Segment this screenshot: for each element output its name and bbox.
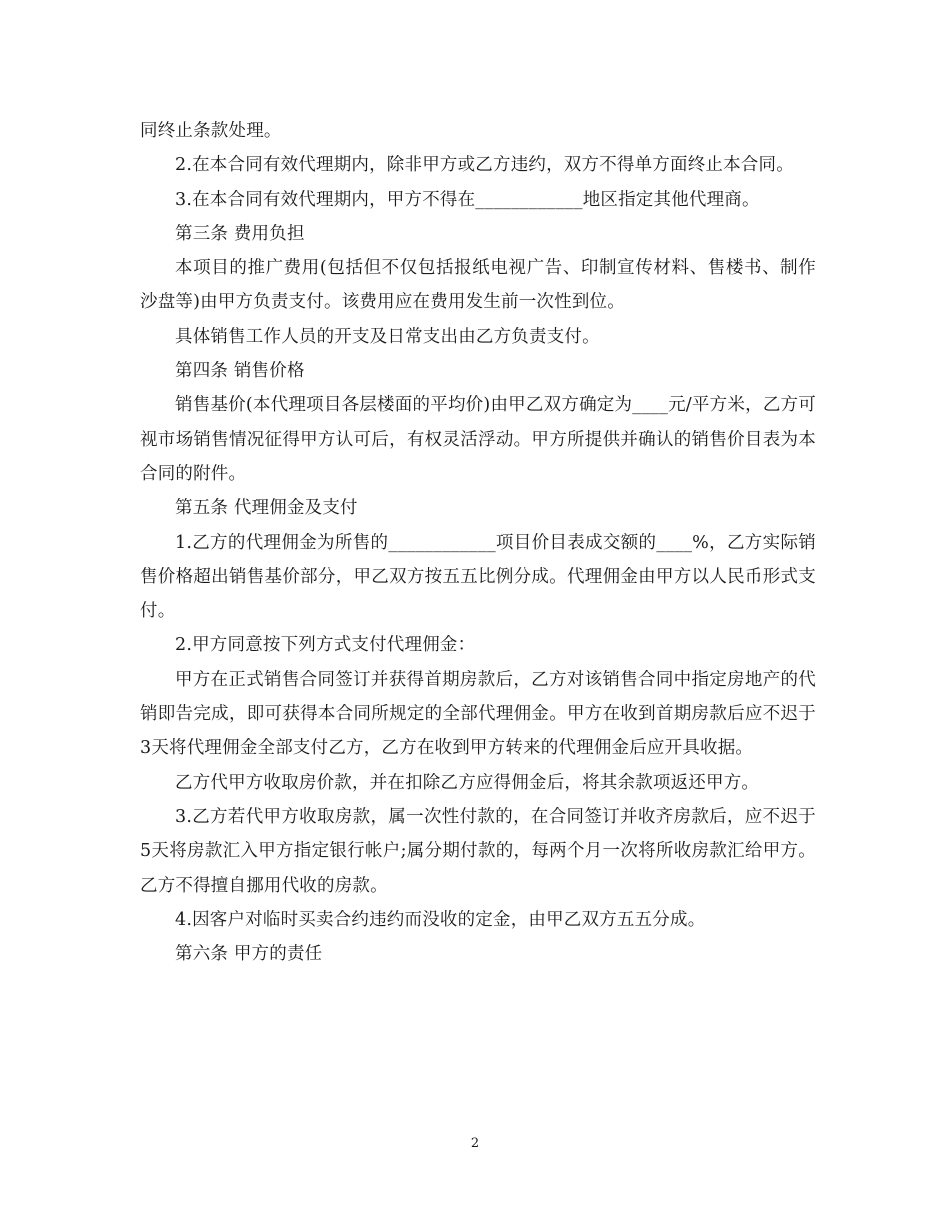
section-heading: 第六条 甲方的责任 xyxy=(175,944,323,965)
paragraph: 2.在本合同有效代理期内，除非甲方或乙方违约，双方不得单方面终止本合同。 xyxy=(175,155,794,176)
paragraph: 甲方在正式销售合同签订并获得首期房款后，乙方对该销售合同中指定房地产的代销即告完成，即可获得本合同所规定的全部代理佣金。甲方在收到首期房款后应不迟于3天将代理佣金全部支付乙方，乙方在收到甲方转来的代理佣金后应开具收据。 xyxy=(140,669,816,759)
paragraph: 2.甲方同意按下列方式支付代理佣金： xyxy=(175,635,476,656)
paragraph: 3.在本合同有效代理期内，甲方不得在____________地区指定其他代理商。 xyxy=(175,189,760,210)
paragraph: 乙方代甲方收取房价款，并在扣除乙方应得佣金后，将其余款项返还甲方。 xyxy=(175,772,760,793)
page-number: 2 xyxy=(470,1136,480,1151)
paragraph: 销售基价(本代理项目各层楼面的平均价)由甲乙双方确定为____元/平方米，乙方可视市场销售情况征得甲方认可后，有权灵活浮动。甲方所提供并确认的销售价目表为本合同的附件。 xyxy=(140,395,816,484)
document-body xyxy=(140,114,816,971)
paragraph: 同终止条款处理。 xyxy=(140,121,282,141)
section-heading: 第三条 费用负担 xyxy=(175,223,305,244)
section-heading: 第四条 销售价格 xyxy=(175,361,305,382)
paragraph: 3.乙方若代甲方收取房款，属一次性付款的，在合同签订并收齐房款后，应不迟于5天将房款汇入甲方指定银行帐户;属分期付款的，每两个月一次将所收房款汇给甲方。乙方不得擅自挪用代收的房款。 xyxy=(140,806,816,896)
paragraph: 4.因客户对临时买卖合约违约而没收的定金，由甲乙双方五五分成。 xyxy=(175,909,706,930)
paragraph: 1.乙方的代理佣金为所售的____________项目价目表成交额的____%，乙方实际销售价格超出销售基价部分，甲乙双方按五五比例分成。代理佣金由甲方以人民币形式支付。 xyxy=(140,532,816,622)
paragraph: 具体销售工作人员的开支及日常支出由乙方负责支付。 xyxy=(175,326,600,347)
section-heading: 第五条 代理佣金及支付 xyxy=(175,498,358,519)
paragraph: 本项目的推广费用(包括但不仅包括报纸电视广告、印制宣传材料、售楼书、制作沙盘等)由甲方负责支付。该费用应在费用发生前一次性到位。 xyxy=(140,258,816,313)
